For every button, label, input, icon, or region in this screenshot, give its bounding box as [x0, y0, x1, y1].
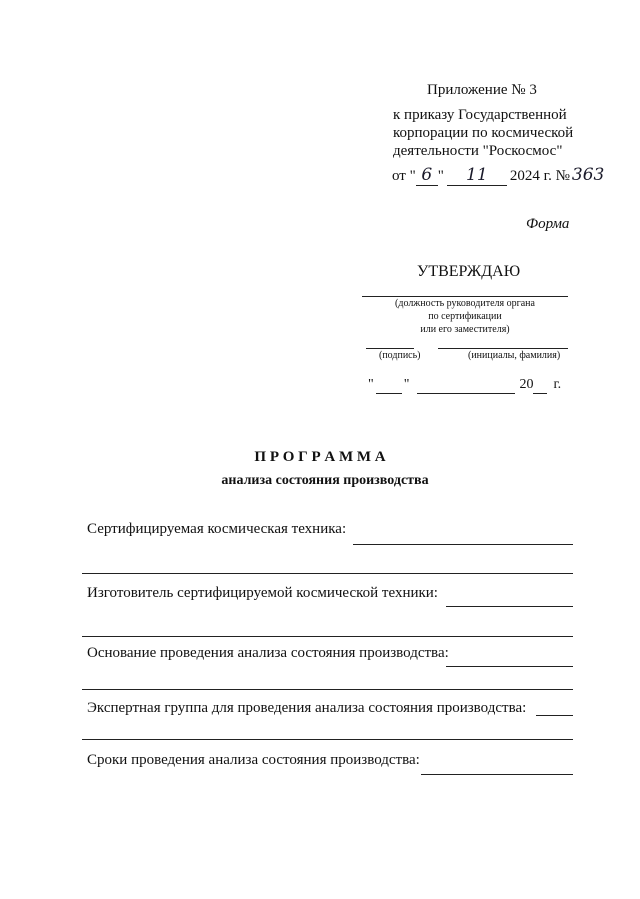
field-label-schedule: Сроки проведения анализа состояния производства: — [87, 752, 420, 768]
order-date — [392, 165, 604, 186]
signature-caption: (подпись) — [379, 350, 421, 361]
position-caption-3: или его заместителя) — [420, 324, 510, 335]
appendix-line-1: к приказу Государственной — [393, 107, 567, 123]
field-input-expert-group-1[interactable] — [536, 715, 573, 716]
approval-title: УТВЕРЖДАЮ — [417, 263, 521, 280]
position-caption-2: по сертификации — [428, 311, 502, 322]
position-line — [362, 296, 568, 297]
program-title: П Р О Г Р А М М А — [254, 449, 386, 465]
approval-month-blank — [417, 377, 515, 394]
field-label-manufacturer: Изготовитель сертифицируемой космической техники: — [87, 585, 438, 601]
order-day — [416, 165, 438, 186]
approval-date-q1: " — [368, 377, 374, 392]
order-date-mid: " — [437, 168, 444, 184]
name-caption: (инициалы, фамилия) — [468, 350, 561, 361]
field-input-manufacturer-2[interactable] — [82, 636, 573, 637]
field-label-expert-group: Экспертная группа для проведения анализа состояния производства: — [87, 700, 527, 716]
approval-year: 20 — [519, 377, 534, 392]
order-month-value: 11 — [466, 165, 488, 185]
name-line — [438, 348, 568, 349]
order-number: 363 — [571, 165, 605, 185]
approval-date-suffix: г. — [553, 377, 562, 392]
field-input-equipment-2[interactable] — [82, 573, 573, 574]
order-date-prefix: от " — [392, 168, 416, 184]
field-input-expert-group-2[interactable] — [82, 739, 573, 740]
appendix-title: Приложение № 3 — [427, 82, 537, 98]
approval-year-blank — [533, 377, 547, 394]
field-label-equipment: Сертифицируемая космическая техника: — [87, 521, 347, 537]
order-day-value: 6 — [421, 165, 433, 185]
position-caption-1: (должность руководителя органа — [395, 298, 535, 309]
field-input-schedule-1[interactable] — [421, 774, 573, 775]
approval-date — [368, 377, 561, 394]
order-month — [447, 165, 507, 186]
field-input-equipment-1[interactable] — [353, 544, 573, 545]
approval-date-q2: " — [403, 377, 410, 392]
program-subtitle: анализа состояния производства — [221, 473, 429, 488]
appendix-line-3: деятельности "Роскосмос" — [393, 143, 563, 159]
field-label-basis: Основание проведения анализа состояния производства: — [87, 645, 449, 661]
appendix-line-2: корпорации по космической — [393, 125, 574, 141]
form-label: Форма — [526, 216, 570, 232]
approval-day-blank — [376, 377, 402, 394]
signature-line — [366, 348, 414, 349]
field-input-manufacturer-1[interactable] — [446, 606, 573, 607]
field-input-basis-2[interactable] — [82, 689, 573, 690]
field-input-basis-1[interactable] — [446, 666, 573, 667]
order-year-text: 2024 г. № — [509, 168, 570, 184]
